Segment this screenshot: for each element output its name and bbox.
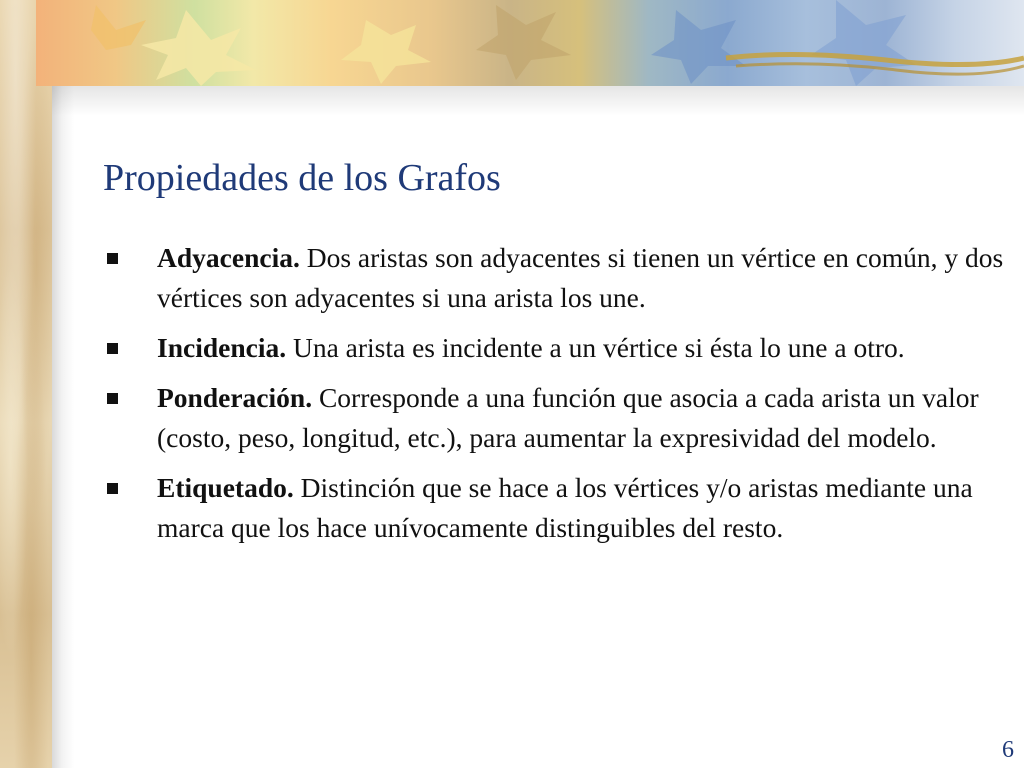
square-bullet-icon [107,253,118,264]
panel-shadow [52,86,1024,116]
bullet-list [103,238,1018,558]
bullet-item-ponderacion [103,378,1018,458]
bullet-item-etiquetado [103,468,1018,548]
bullet-term: Etiquetado. [157,472,294,503]
bullet-text: Distinción que se hace a los vértices y/o aristas mediante una marca que los hace unívocamente distinguibles del resto. [157,472,973,543]
bullet-term: Adyacencia. [157,242,300,273]
bullet-term: Incidencia. [157,332,287,363]
leaf-decoration-icon [36,0,1024,86]
square-bullet-icon [107,343,118,354]
bullet-text: Una arista es incidente a un vértice si ésta lo une a otro. [286,332,905,363]
slide-title: Propiedades de los Grafos [103,157,501,199]
bullet-item-adyacencia [103,238,1018,318]
page-number: 6 [1002,737,1014,763]
bullet-text: Corresponde a una función que asocia a cada arista un valor (costo, peso, longitud, etc.), para aumentar la expresividad del modelo. [157,382,979,453]
square-bullet-icon [107,393,118,404]
bullet-term: Ponderación. [157,382,313,413]
bullet-item-incidencia [103,328,1018,368]
leaf-photo-banner [36,0,1024,86]
bullet-text: Dos aristas son adyacentes si tienen un vértice en común, y dos vértices son adyacentes si una arista los une. [157,242,1004,313]
square-bullet-icon [107,483,118,494]
parchment-side-border [0,0,52,768]
